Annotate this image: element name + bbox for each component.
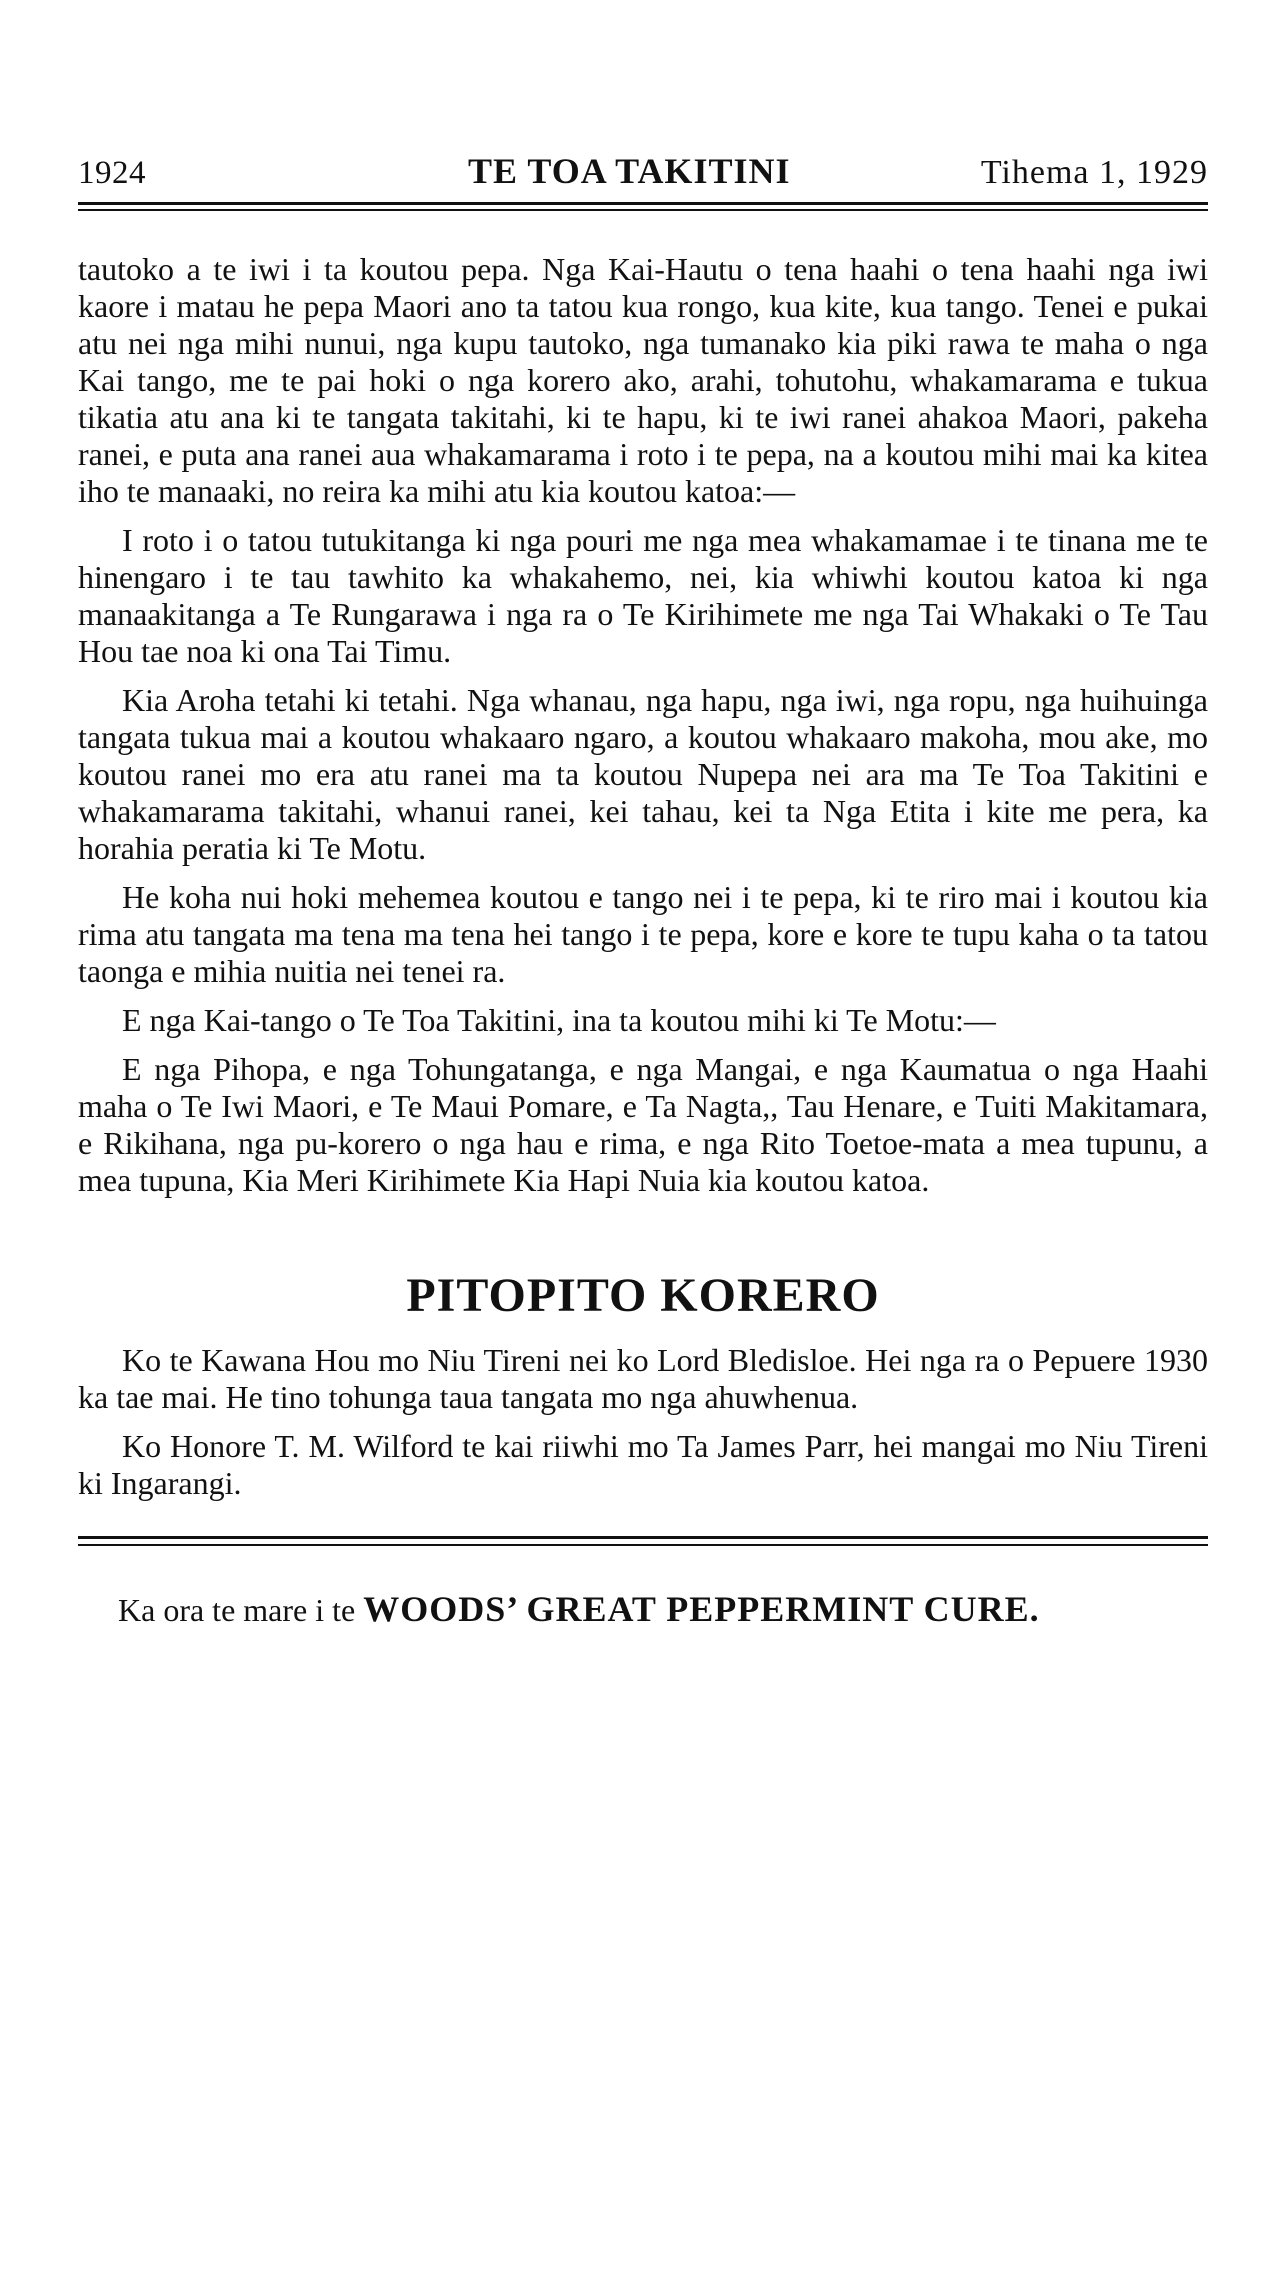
section-heading: PITOPITO KORERO [406, 1269, 880, 1322]
news-item-2: Ko Honore T. M. Wilford te kai riiwhi mo Ta James Parr, hei mangai mo Niu Tireni ki Ingarangi. [78, 1428, 1208, 1501]
paragraph-2: I roto i o tatou tutukitanga ki nga pouri me nga mea whakamamae i te tinana me te hinengaro i te tau tawhito ka whakahemo, nei, kia whiwhi koutou katoa ki nga manaakitanga a Te Rungarawa i nga ra o Te Kirihimete me nga Tai Whakaki o Te Tau Hou tae noa ki ona Tai Timu. [78, 522, 1208, 669]
issue-date: Tihema 1, 1929 [980, 154, 1208, 191]
paragraph-3: Kia Aroha tetahi ki tetahi. Nga whanau, nga hapu, nga iwi, nga ropu, nga huihuinga tangata tukua mai a koutou whakaaro ngaro, a koutou whakaaro makoha, mou ake, mo koutou ranei mo era atu ranei ma ta koutou Nupepa nei ara ma Te Toa Takitini e whakamarama takitahi, whanui ranei, kei tahau, kei ta Nga Etita i kite me pera, ka horahia peratia ki Te Motu. [78, 682, 1208, 866]
paragraph-4: He koha nui hoki mehemea koutou e tango nei i te pepa, ki te riro mai i koutou kia rima atu tangata ma tena ma tena hei tango i te pepa, kore e kore te tupu kaha o ta tatou taonga e mihia nuitia nei tenei ra. [78, 879, 1208, 989]
footer-rule [78, 1536, 1208, 1546]
advertisement [78, 1584, 1208, 1635]
advert-lead: Ka ora te mare i te [118, 1592, 364, 1628]
news-item-1: Ko te Kawana Hou mo Niu Tireni nei ko Lord Bledisloe. Hei nga ra o Pepuere 1930 ka tae mai. He tino tohunga taua tangata mo nga ahuwhenua. [78, 1342, 1208, 1415]
masthead-title: TE TOA TAKITINI [468, 151, 791, 191]
header-rule [78, 202, 1208, 211]
advert-product: WOODS’ GREAT PEPPERMINT CURE. [363, 1589, 1040, 1629]
newspaper-page [78, 150, 1208, 1635]
page-header [78, 150, 1208, 198]
paragraph-5: E nga Kai-tango o Te Toa Takitini, ina ta koutou mihi ki Te Motu:— [122, 1002, 996, 1038]
paragraph-6: E nga Pihopa, e nga Tohungatanga, e nga Mangai, e nga Kaumatua o nga Haahi maha o Te Iwi Maori, e Te Maui Pomare, e Ta Nagta,, Tau Henare, e Tuiti Makitamara, e Rikihana, nga pu-korero o nga hau e rima, e nga Rito Toetoe-mata a mea tupunu, a mea tupuna, Kia Meri Kirihimete Kia Hapi Nuia kia koutou katoa. [78, 1051, 1208, 1198]
page-number: 1924 [78, 155, 146, 191]
paragraph-1: tautoko a te iwi i ta koutou pepa. Nga Kai-Hautu o tena haahi o tena haahi nga iwi kaore i matau he pepa Maori ano ta tatou kua rongo, kua kite, kua tango. Tenei e pukai atu nei nga mihi nunui, nga kupu tautoko, nga tumanako kia piki rawa te maha o nga Kai tango, me te pai hoki o nga korero ako, arahi, tohutohu, whakamarama e tukua tikatia atu ana ki te tangata takitahi, ki te hapu, ki te iwi ranei ahakoa Maori, pakeha ranei, e puta ana ranei aua whakamarama i roto i te pepa, na a koutou mihi mai ka kitea iho te manaaki, no reira ka mihi atu kia koutou katoa:— [78, 251, 1208, 509]
article-body [78, 251, 1208, 1502]
